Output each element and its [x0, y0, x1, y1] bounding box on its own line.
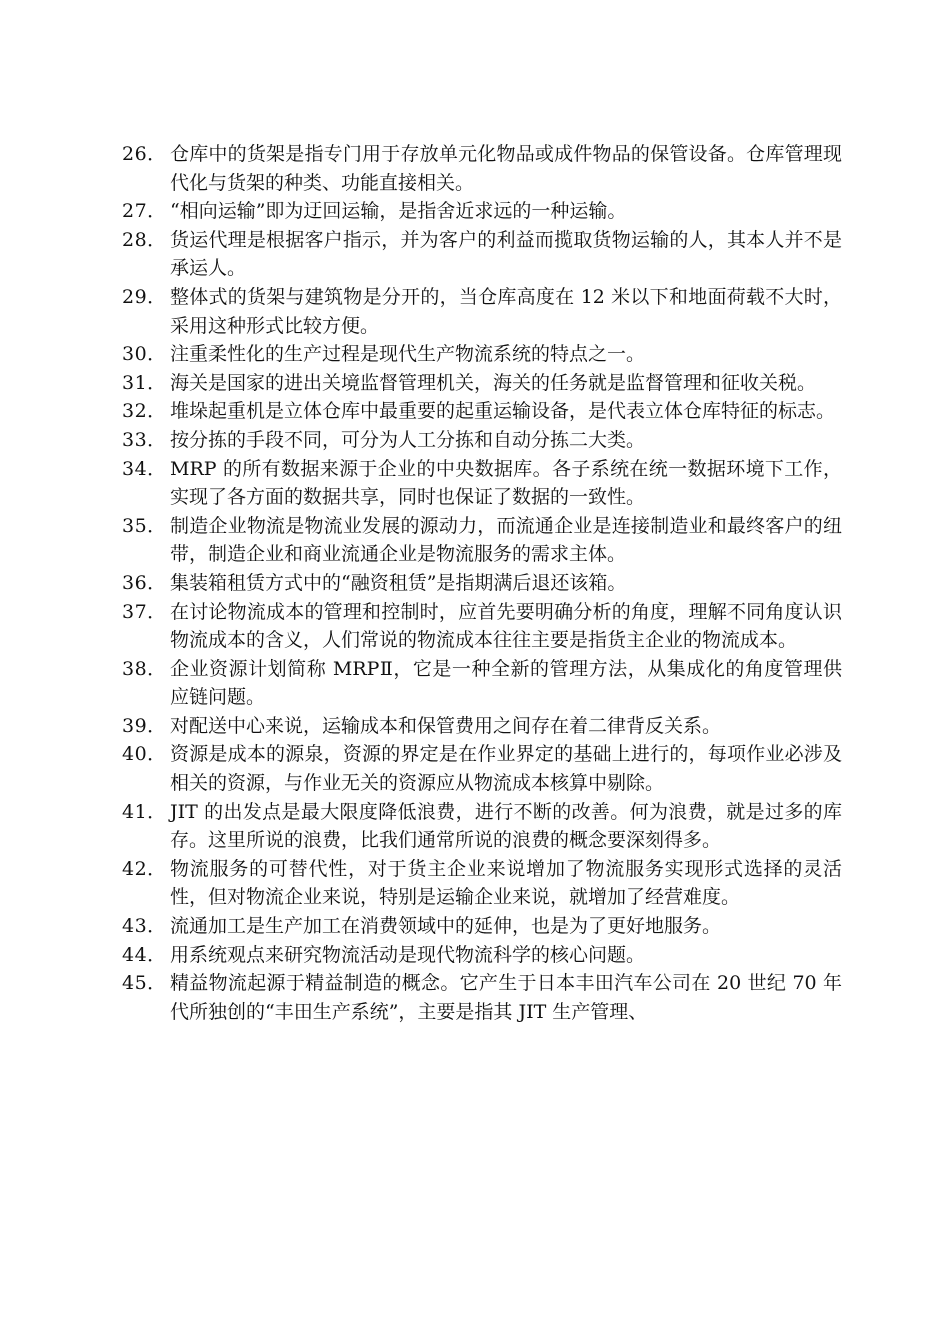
item-text: 对配送中心来说，运输成本和保管费用之间存在着二律背反关系。 — [170, 714, 722, 737]
item-number: 42． — [122, 857, 167, 880]
item-number: 43． — [122, 915, 167, 938]
list-item — [122, 655, 842, 712]
item-number: 27． — [122, 200, 167, 223]
list-item — [122, 912, 842, 941]
item-number: 29． — [122, 285, 167, 308]
item-text: 集装箱租赁方式中的“融资租赁”是指期满后退还该箱。 — [170, 571, 627, 594]
list-item — [122, 369, 842, 398]
item-number: 35． — [122, 514, 167, 537]
item-number: 44． — [122, 943, 167, 966]
item-number: 37． — [122, 600, 167, 623]
item-number: 28． — [122, 228, 167, 251]
item-text: 货运代理是根据客户指示，并为客户的利益而揽取货物运输的人，其本人并不是承运人。 — [170, 228, 842, 280]
item-number: 38． — [122, 657, 167, 680]
item-number: 33． — [122, 428, 167, 451]
list-item — [122, 798, 842, 855]
list-item — [122, 226, 842, 283]
list-item — [122, 512, 842, 569]
list-item — [122, 712, 842, 741]
item-text: 精益物流起源于精益制造的概念。它产生于日本丰田汽车公司在 20 世纪 70 年代所独创的“丰田生产系统”，主要是指其 JIT 生产管理、 — [170, 972, 842, 1023]
list-item — [122, 855, 842, 912]
list-item — [122, 969, 842, 1026]
list-item — [122, 283, 842, 340]
item-text: MRP 的所有数据来源于企业的中央数据库。各子系统在统一数据环境下工作，实现了各方面的数据共享，同时也保证了数据的一致性。 — [170, 457, 842, 509]
list-item — [122, 740, 842, 797]
item-text: 制造企业物流是物流业发展的源动力，而流通企业是连接制造业和最终客户的纽带，制造企业和商业流通企业是物流服务的需求主体。 — [170, 514, 842, 566]
list-item — [122, 455, 842, 512]
list-item — [122, 140, 842, 197]
list-item — [122, 397, 842, 426]
item-text: 海关是国家的进出关境监督管理机关，海关的任务就是监督管理和征收关税。 — [170, 371, 817, 394]
item-text: 在讨论物流成本的管理和控制时，应首先要明确分析的角度，理解不同角度认识物流成本的含义，人们常说的物流成本往往主要是指货主企业的物流成本。 — [170, 600, 842, 652]
item-text: 堆垛起重机是立体仓库中最重要的起重运输设备，是代表立体仓库特征的标志。 — [170, 400, 836, 423]
item-number: 45． — [122, 972, 167, 995]
item-number: 41． — [122, 800, 167, 823]
item-number: 40． — [122, 743, 167, 766]
item-text: “相向运输”即为迂回运输，是指舍近求远的一种运输。 — [170, 200, 627, 223]
list-item — [122, 569, 842, 598]
item-text: 物流服务的可替代性，对于货主企业来说增加了物流服务实现形式选择的灵活性，但对物流企业来说，特别是运输企业来说，就增加了经营难度。 — [170, 857, 842, 909]
item-text: 企业资源计划简称 MRPⅡ，它是一种全新的管理方法，从集成化的角度管理供应链问题。 — [170, 657, 842, 709]
list-item — [122, 941, 842, 970]
item-number: 36． — [122, 571, 167, 594]
item-text: 整体式的货架与建筑物是分开的，当仓库高度在 12 米以下和地面荷载不大时，采用这种形式比较方便。 — [170, 285, 842, 337]
item-text: 注重柔性化的生产过程是现代生产物流系统的特点之一。 — [170, 343, 646, 366]
item-number: 39． — [122, 714, 167, 737]
item-text: 流通加工是生产加工在消费领域中的延伸，也是为了更好地服务。 — [170, 915, 722, 938]
item-text: JIT 的出发点是最大限度降低浪费，进行不断的改善。何为浪费，就是过多的库存。这里所说的浪费，比我们通常所说的浪费的概念要深刻得多。 — [170, 800, 842, 852]
list-item — [122, 340, 842, 369]
list-item — [122, 598, 842, 655]
item-text: 资源是成本的源泉，资源的界定是在作业界定的基础上进行的，每项作业必涉及相关的资源，与作业无关的资源应从物流成本核算中剔除。 — [170, 743, 842, 795]
item-number: 30． — [122, 343, 167, 366]
item-text: 按分拣的手段不同，可分为人工分拣和自动分拣二大类。 — [170, 428, 646, 451]
question-list — [122, 140, 842, 1026]
item-number: 32． — [122, 400, 167, 423]
item-text: 仓库中的货架是指专门用于存放单元化物品或成件物品的保管设备。仓库管理现代化与货架的种类、功能直接相关。 — [170, 143, 842, 194]
list-item — [122, 197, 842, 226]
item-number: 34． — [122, 457, 167, 480]
item-number: 31． — [122, 371, 167, 394]
list-item — [122, 426, 842, 455]
item-text: 用系统观点来研究物流活动是现代物流科学的核心问题。 — [170, 943, 646, 966]
item-number: 26． — [122, 143, 167, 165]
